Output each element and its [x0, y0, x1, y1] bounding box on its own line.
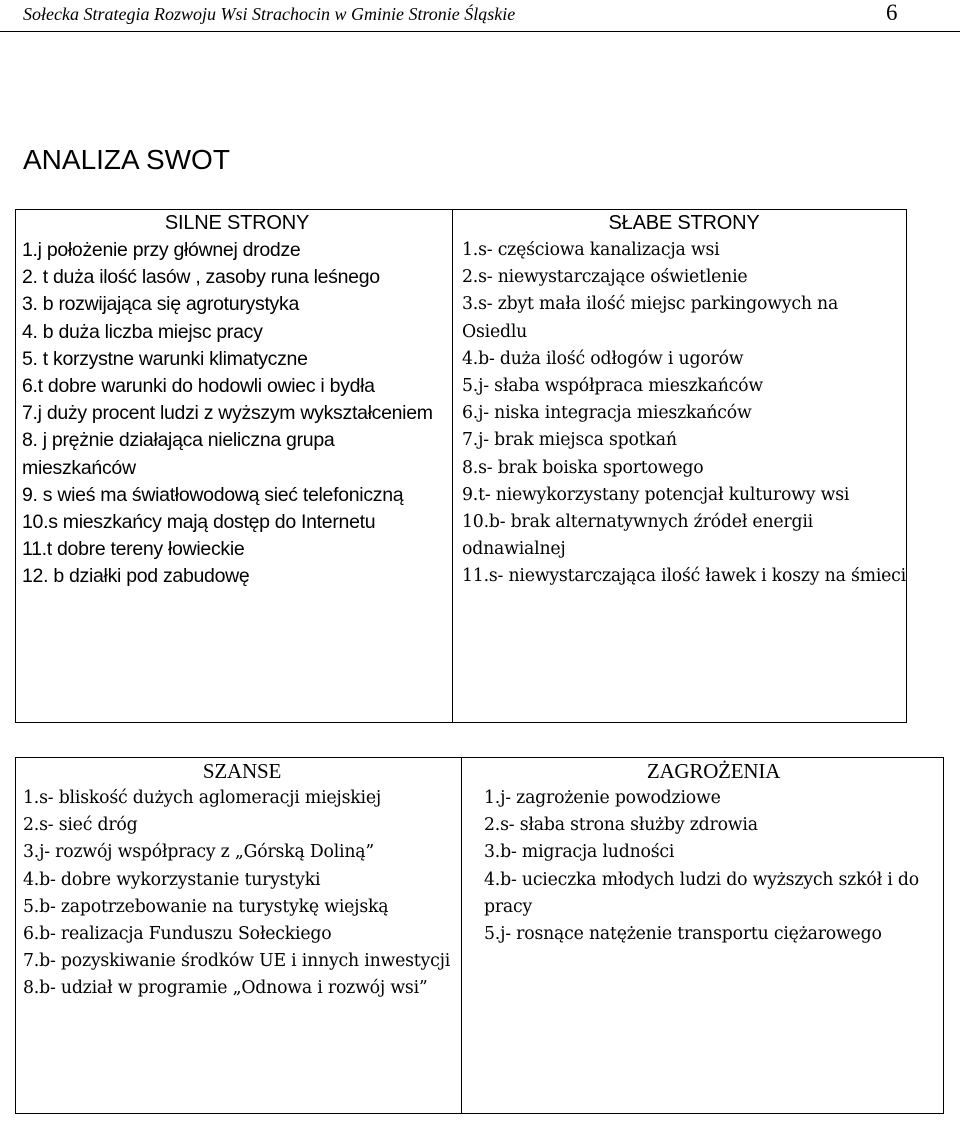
- weaknesses-cell: [453, 210, 907, 723]
- weaknesses-item: Osiedlu: [462, 321, 528, 342]
- strengths-item: 10.s mieszkańcy mają dostęp do Internetu: [22, 511, 376, 534]
- section-heading: ANALIZA SWOT: [23, 144, 230, 175]
- strengths-cell: [16, 210, 453, 723]
- threats-item: 3.b- migracja ludności: [484, 842, 675, 863]
- opportunities-item: 5.b- zapotrzebowanie na turystykę wiejską: [23, 896, 389, 917]
- threats-cell: [462, 758, 944, 1114]
- weaknesses-item: 10.b- brak alternatywnych źródeł energii odnawialnej: [462, 512, 813, 560]
- opportunities-item: 6.b- realizacja Funduszu Sołeckiego: [23, 924, 332, 945]
- weaknesses-item: 5.j- słaba współpraca mieszkańców: [462, 376, 763, 397]
- weaknesses-item: 11.s- niewystarczająca ilość ławek i koszy na śmieci: [462, 566, 906, 587]
- strengths-title: SILNE STRONY: [164, 212, 310, 234]
- page-header: [0, 0, 960, 32]
- opportunities-item: 7.b- pozyskiwanie środków UE i innych inwestycji: [23, 951, 451, 972]
- weaknesses-title: SŁABE STRONY: [608, 212, 760, 234]
- strengths-item: 12. b działki pod zabudowę: [22, 565, 250, 588]
- strengths-list: [22, 237, 452, 591]
- swot-table-bottom: [15, 757, 944, 1114]
- threats-list: [484, 785, 943, 948]
- strengths-item: 2. t duża ilość lasów , zasoby runa leśnego: [22, 266, 380, 289]
- weaknesses-item: 9.t- niewykorzystany potencjał kulturowy wsi: [462, 484, 850, 505]
- weaknesses-item: 3.s- zbyt mała ilość miejsc parkingowych na: [462, 294, 839, 315]
- strengths-item: 5. t korzystne warunki klimatyczne: [22, 347, 308, 370]
- opportunities-item: 2.s- sieć dróg: [23, 815, 138, 836]
- strengths-item: 8. j prężnie działająca nieliczna grupa mieszkańców: [22, 429, 335, 479]
- opportunities-item: 3.j- rozwój współpracy z „Górską Doliną”: [23, 842, 375, 863]
- threats-item: 4.b- ucieczka młodych ludzi do wyższych szkół i do pracy: [484, 869, 919, 917]
- strengths-item: 3. b rozwijająca się agroturystyka: [22, 293, 300, 316]
- opportunities-item: 1.s- bliskość dużych aglomeracji miejskiej: [23, 788, 382, 808]
- opportunities-title: SZANSE: [202, 759, 282, 783]
- page-number: 6: [886, 0, 898, 25]
- threats-item: 1.j- zagrożenie powodziowe: [484, 788, 721, 808]
- weaknesses-item: 7.j- brak miejsca spotkań: [462, 430, 677, 451]
- threats-title: ZAGROŻENIA: [646, 759, 781, 783]
- opportunities-cell: [16, 758, 462, 1114]
- weaknesses-item: 8.s- brak boiska sportowego: [462, 457, 704, 478]
- opportunities-item: 4.b- dobre wykorzystanie turystyki: [23, 869, 321, 890]
- weaknesses-item: 2.s- niewystarczające oświetlenie: [462, 267, 748, 288]
- strengths-item: 1.j położenie przy głównej drodze: [22, 239, 301, 261]
- weaknesses-item: 1.s- częściowa kanalizacja wsi: [462, 240, 720, 260]
- document-title: Sołecka Strategia Rozwoju Wsi Strachocin w Gminie Stronie Śląskie: [23, 4, 516, 24]
- weaknesses-item: 6.j- niska integracja mieszkańców: [462, 403, 752, 424]
- strengths-item: 7.j duży procent ludzi z wyższym wykształceniem: [22, 402, 433, 425]
- strengths-item: 4. b duża liczba miejsc pracy: [22, 320, 263, 343]
- opportunities-list: [23, 785, 461, 1003]
- swot-table-top: [15, 209, 907, 723]
- opportunities-item: 8.b- udział w programie „Odnowa i rozwój wsi”: [23, 978, 428, 999]
- weaknesses-item: 4.b- duża ilość odłogów i ugorów: [462, 348, 744, 369]
- threats-item: 2.s- słaba strona służby zdrowia: [484, 815, 758, 836]
- weaknesses-list: [462, 237, 906, 591]
- strengths-item: 9. s wieś ma światłowodową sieć telefoniczną: [22, 483, 404, 506]
- threats-item: 5.j- rosnące natężenie transportu ciężarowego: [484, 924, 882, 945]
- strengths-item: 11.t dobre tereny łowieckie: [22, 538, 245, 561]
- strengths-item: 6.t dobre warunki do hodowli owiec i bydła: [22, 375, 375, 398]
